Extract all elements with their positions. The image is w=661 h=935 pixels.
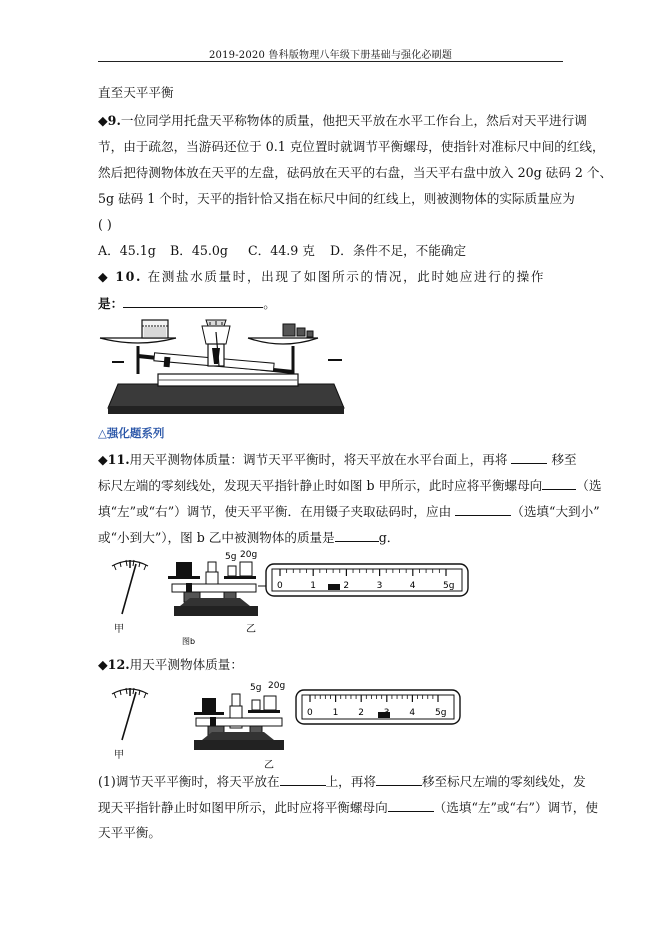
q12-para-1 bbox=[98, 772, 586, 791]
weight-5g-label: 5g bbox=[250, 683, 262, 693]
q12-para-2 bbox=[98, 798, 598, 817]
q12-text-1b: 上，再将 bbox=[325, 774, 376, 789]
balance-figure-q10 bbox=[98, 312, 353, 418]
label-jia: 甲 bbox=[114, 750, 124, 761]
q12-text: 用天平测物体质量： bbox=[129, 657, 243, 672]
q11-blank-4[interactable] bbox=[335, 528, 379, 542]
dial-jia-icon bbox=[112, 688, 148, 740]
q9-options bbox=[98, 242, 568, 260]
q10-line-2 bbox=[98, 294, 568, 313]
q10-label: 是： bbox=[98, 296, 124, 311]
header-divider bbox=[98, 61, 563, 62]
q12-blank-1[interactable] bbox=[280, 772, 326, 786]
q9-line-3: 然后把待测物体放在天平的左盘，砝码放在天平的右盘，当天平右盘中放入 20g 砝码 2 个、 bbox=[98, 165, 613, 180]
ruler-tick-label: 2 bbox=[358, 708, 364, 718]
q9-line-1 bbox=[98, 112, 587, 130]
q10-number: ◆ 10. bbox=[98, 269, 142, 284]
ruler-tick-label: 5g bbox=[435, 708, 447, 718]
q12-text-1a: (1)调节天平平衡时，将天平放在 bbox=[98, 774, 280, 789]
q12-number: ◆12. bbox=[98, 657, 130, 672]
figure-b bbox=[100, 548, 560, 648]
ruler-tick-label: 4 bbox=[409, 581, 416, 591]
q12-text-2a: 现天平指针静止时如图甲所示，此时应将平衡螺母向 bbox=[98, 800, 388, 815]
q11-text-1a: 用天平测物体质量：调节天平平衡时，将天平放在水平台面上，再将 bbox=[129, 452, 508, 467]
q11-blank-3[interactable] bbox=[455, 502, 511, 516]
q11-text-1b: 移至 bbox=[551, 452, 577, 467]
ruler-tick-label: 4 bbox=[409, 708, 416, 718]
q9-number: ◆9. bbox=[98, 113, 121, 128]
ruler-tick-label: 1 bbox=[332, 708, 339, 718]
ruler-tick-label: 1 bbox=[310, 581, 316, 591]
page-header: 2019-2020 鲁科版物理八年级下册基础与强化必刷题 bbox=[208, 50, 453, 61]
q11-line-3 bbox=[98, 502, 600, 521]
q12-para-3: 天平平衡。 bbox=[98, 825, 161, 840]
section-title: △强化题系列 bbox=[98, 426, 165, 440]
q11-text-3a: 填“左”或“右”）调节，使天平平衡．在用镊子夹取砝码时，应由 bbox=[98, 504, 452, 519]
q11-blank-1[interactable] bbox=[511, 450, 547, 464]
ruler-tick-label: 0 bbox=[277, 581, 283, 591]
label-jia: 甲 bbox=[114, 624, 124, 635]
q11-text-4a: 或“小到大”），图 b 乙中被测物体的质量是 bbox=[98, 530, 335, 545]
weight-20g-label: 20g bbox=[240, 550, 258, 560]
dial-jia-icon bbox=[112, 560, 148, 614]
weight-20g-label: 20g bbox=[268, 681, 286, 691]
q11-number: ◆11. bbox=[98, 452, 130, 467]
q12-text-2b: （选填“左”或“右”）调节，使 bbox=[433, 800, 598, 815]
q10-answer-blank[interactable] bbox=[123, 294, 263, 308]
q11-line-1 bbox=[98, 450, 577, 469]
q9-option-c: C．44.9 克 bbox=[248, 243, 315, 258]
q12-blank-2[interactable] bbox=[376, 772, 422, 786]
q9-line-2: 节，由于疏忽，当游码还位于 0.1 克位置时就调节平衡螺母，使指针对准标尺中间的红线， bbox=[98, 139, 605, 154]
q11-text-4b: g． bbox=[378, 530, 400, 545]
q10-line-1 bbox=[98, 268, 568, 286]
q11-blank-2[interactable] bbox=[542, 476, 576, 490]
ruler-tick-label: 5g bbox=[443, 581, 455, 591]
q12-line-1 bbox=[98, 656, 568, 674]
q9-option-b: B．45.0g bbox=[170, 243, 228, 258]
q11-text-2b: （选 bbox=[576, 478, 602, 493]
q11-text-3b: （选填“大到小” bbox=[511, 504, 600, 519]
q9-line-4: 5g 砝码 1 个时，天平的指针恰又指在标尺中间的红线上，则被测物体的实际质量应为 bbox=[98, 191, 575, 206]
ruler-tick-label: 0 bbox=[307, 708, 313, 718]
q9-option-d: D．条件不足，不能确定 bbox=[330, 243, 467, 258]
q12-blank-3[interactable] bbox=[388, 798, 434, 812]
ruler-tick-label: 3 bbox=[376, 581, 383, 591]
q11-line-2 bbox=[98, 476, 602, 495]
q9-answer-paren: ( ) bbox=[98, 217, 112, 232]
q10-period: 。 bbox=[263, 296, 276, 311]
text-line: 直至天平平衡 bbox=[98, 85, 174, 100]
q11-line-4 bbox=[98, 528, 568, 547]
caption-fig-b: 图b bbox=[182, 637, 196, 646]
label-yi: 乙 bbox=[246, 624, 256, 635]
q9-option-a: A．45.1g bbox=[98, 243, 156, 258]
label-yi: 乙 bbox=[264, 760, 274, 770]
q10-text: 在测盐水质量时，出现了如图所示的情况，此时她应进行的操作 bbox=[147, 269, 546, 284]
ruler-tick-label: 2 bbox=[343, 581, 350, 591]
q12-text-1c: 移至标尺左端的零刻线处，发 bbox=[421, 774, 586, 789]
q11-text-2a: 标尺左端的零刻线处，发现天平指针静止时如图 b 甲所示，此时应将平衡螺母向 bbox=[98, 478, 543, 493]
q9-text: 一位同学用托盘天平称物体的质量，他把天平放在水平工作台上，然后对天平进行调 bbox=[120, 113, 587, 128]
weight-5g-label: 5g bbox=[225, 552, 237, 562]
figure-12 bbox=[98, 678, 464, 770]
